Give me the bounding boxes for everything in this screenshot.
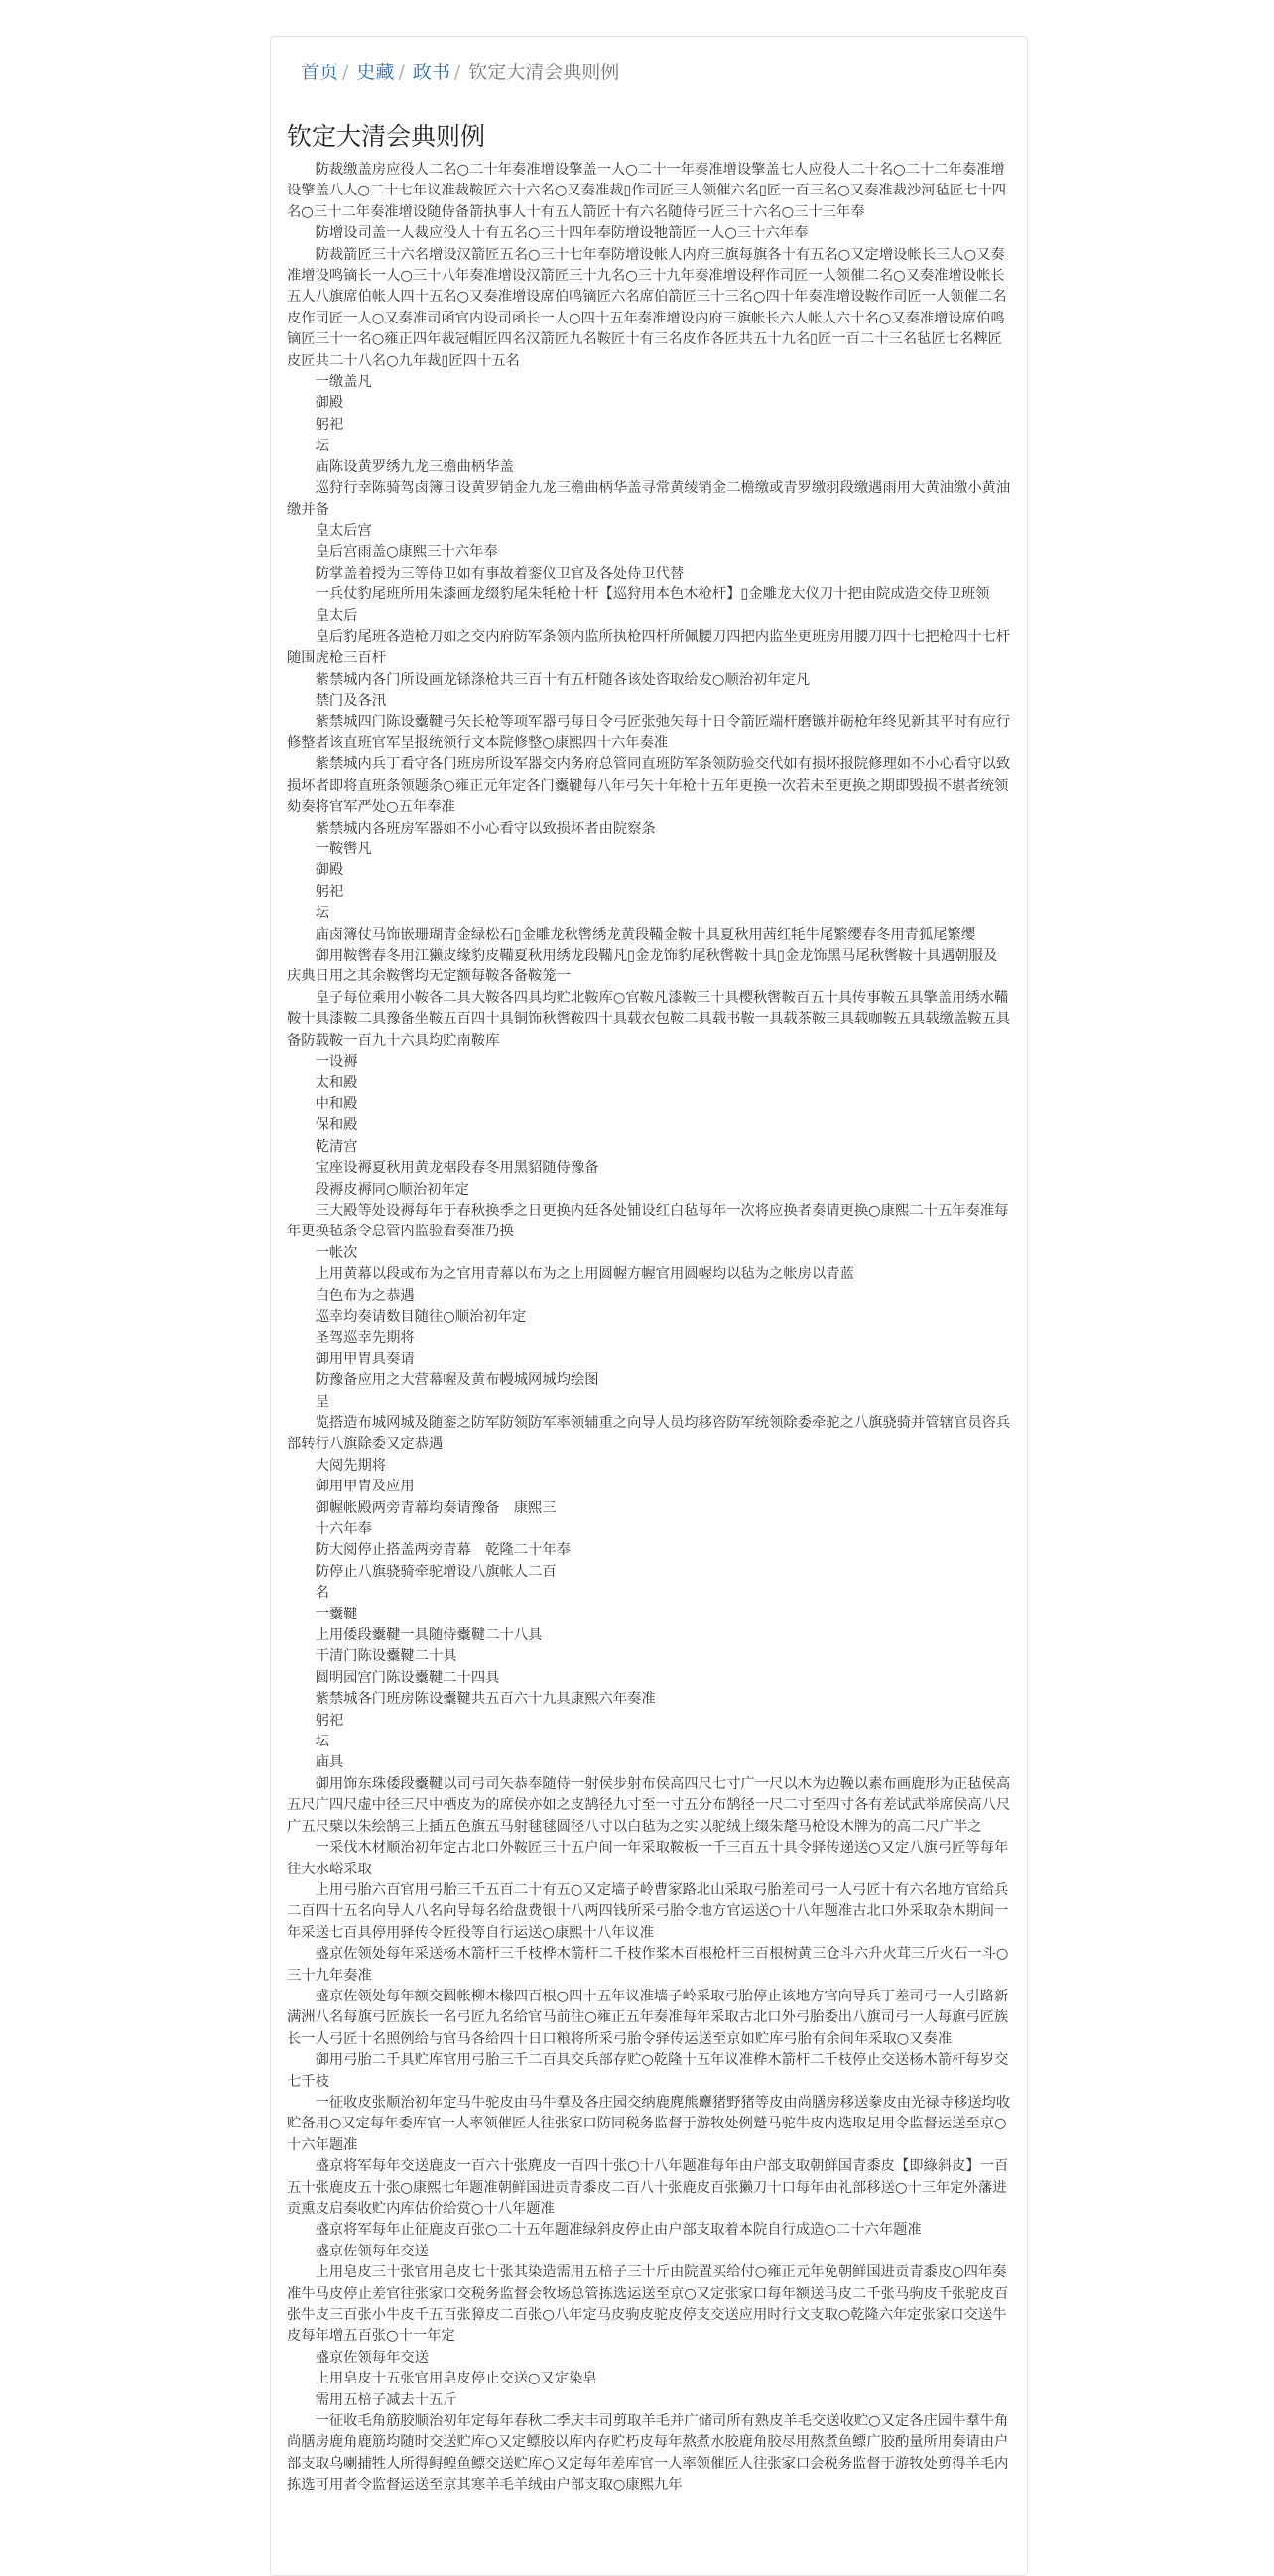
article-paragraph: 十六年奉 xyxy=(315,1521,372,1537)
article-paragraph: 御殿 xyxy=(315,862,344,879)
article-paragraph: 上用皂皮十五张官用皂皮停止交送○又定染皂 xyxy=(315,2371,597,2387)
article-paragraph: 一设褥 xyxy=(315,1054,358,1071)
article-paragraph: 一兵仗豹尾班所用朱漆画龙缀豹尾朱牦枪十杆【巡狩用本色木枪杆】▯金雕龙大仪刀十把由院成造交侍卫班领 xyxy=(315,586,990,603)
article-paragraph: 一缴盖凡 xyxy=(315,374,372,391)
article-paragraph: 御用甲胄具奏请 xyxy=(315,1351,415,1367)
breadcrumb-current: 钦定大清会典则例 xyxy=(468,62,620,83)
article-paragraph: 皇后豹尾班各造枪刀如之交内府防军条领内监所执枪四杆所佩腰刀四把内监坐更班房用腰刀四十七把枪四十七杆随围虎枪三百杆 xyxy=(287,628,1011,667)
article-paragraph: 庙卤簿仗马饰嵌珊瑚青金绿松石▯金雕龙秋辔绣龙黄段鞴金鞍十具夏秋用茜红牦牛尾繁缨春冬用青狐尾繁缨 xyxy=(315,926,976,943)
article-paragraph: 紫禁城四门陈设櫜鞬弓矢长枪等项军器弓每日令弓匠张弛矢每十日令箭匠端杆磨镞并砺枪年终见新其平时有应行修整者该直班官军呈报统领行文本院修整○康熙四十六年奏准 xyxy=(287,713,1011,751)
article-paragraph: 坛 xyxy=(315,1734,329,1750)
article-paragraph: 躬祀 xyxy=(315,883,344,900)
article-paragraph: 庙陈设黄罗绣九龙三檐曲柄华盖 xyxy=(315,458,514,475)
article-paragraph: 白色布为之恭遇 xyxy=(315,1287,415,1304)
breadcrumb xyxy=(287,55,1011,98)
article-paragraph: 一櫜鞬 xyxy=(315,1606,358,1622)
article-paragraph: 宝座设褥夏秋用黄龙椐段春冬用黑貂随侍豫备 xyxy=(315,1160,599,1177)
article-body xyxy=(287,160,1011,2497)
article-paragraph: 盛京佐领处每年额交圆帐柳木椽四百根○四十五年议准墙子岭采取弓胎停止该地方官向导兵丁差司弓一人引路新满洲八名每旗弓匠族长一名弓匠九名给官马前往○雍正五年奏准每年采取古北口外弓胎委出八旗司弓一人每旗弓匠族长一人弓匠十名照例给与官马各给四十日口粮将所采弓胎令驿传运送至京如贮库弓胎有余间年采取○又奏准 xyxy=(287,1988,1009,2047)
article-paragraph: 坛 xyxy=(315,905,329,922)
article-paragraph: 庙具 xyxy=(315,1754,344,1771)
breadcrumb-separator: / xyxy=(453,62,461,83)
article-paragraph: 御用甲胄及应用 xyxy=(315,1479,415,1495)
breadcrumb-category-link[interactable]: 政书 xyxy=(412,62,450,83)
article-paragraph: 防增设司盖一人裁应役人十有五名○三十四年奉防增设牠箭匠一人○三十六年奉 xyxy=(315,225,809,242)
article-paragraph: 呈 xyxy=(315,1393,329,1410)
article-paragraph: 防裁缴盖房应役人二名○二十年奏准增设擎盖一人○二十一年奏准增设擎盖七人应役人二十名○二十二年奏准增设擎盖八人○二十七年议准裁鞍匠六十六名○又奏准裁▯作司匠三人领催六名▯匠一百三名○又奏准裁沙河毡匠七十四名○三十二年奏准增设随侍备箭执事人十有五人箭匠十有六名随侍弓匠三十六名○三十三年奉 xyxy=(287,162,1007,220)
breadcrumb-separator: / xyxy=(398,62,405,83)
article-paragraph: 保和殿 xyxy=(315,1117,358,1134)
article-paragraph: 御用鞍辔春冬用江獭皮缘豹皮鞴夏秋用绣龙段鞴凡▯金龙饰豹尾秋辔鞍十具▯金龙饰黑马尾秋辔鞍十具遇朝服及庆典日用之其余鞍辔均无定额每鞍各备鞍笼一 xyxy=(287,948,998,985)
article-paragraph: 御用饰东珠倭段櫜鞬以司弓司矢恭奉随侍一射侯步射布侯高四尺七寸广一尺以木为边鞔以素布画鹿形为正毡侯高五尺广四尺虚中径三尺中栖皮为的席侯亦如之皮鹄径九寸至一寸五分布鹄径一尺二寸至四寸各有差试武举席侯高八尺广五尺檗以朱绘鹄三上插五色旗五马射毬毬圆径八寸以白毡为之实以驼绒上缀朱氂马枪设木牌为的高二尺广半之 xyxy=(287,1775,1011,1835)
article-paragraph: 巡狩行幸陈骑驾卤簿日设黄罗销金九龙三檐曲柄华盖寻常黄绫销金二檐缴或青罗缴羽段缴遇雨用大黄油缴小黄油缴并备 xyxy=(287,480,1011,518)
article-paragraph: 禁门及各汛 xyxy=(315,693,387,709)
article-paragraph: 需用五棓子减去十五斤 xyxy=(315,2391,457,2408)
article-paragraph: 躬祀 xyxy=(315,416,344,433)
article-paragraph: 圆明园宫门陈设櫜鞬二十四具 xyxy=(315,1669,500,1686)
page-panel xyxy=(270,36,1028,2576)
article-paragraph: 名 xyxy=(315,1585,329,1602)
article-paragraph: 大阅先期将 xyxy=(315,1457,387,1474)
article-paragraph: 皇太后宫 xyxy=(315,522,372,539)
breadcrumb-separator: / xyxy=(342,62,349,83)
article-paragraph: 御用弓胎二千具贮库官用弓胎三千二百具交兵部存贮○乾隆十五年议准桦木箭杆二千枝停止交送杨木箭杆每岁交七千枝 xyxy=(287,2052,1009,2090)
article-paragraph: 一征收毛角筋胶顺治初年定每年春秋二季庆丰司剪取羊毛并广储司所有熟皮羊毛交送收贮○又定各庄园牛羣牛角尚膳房鹿角鹿筋均随时交送贮库○又定鳔胶以库内存贮朽皮每年熬煮水胶鹿角胶尽用熬煮鱼鳔广胶酌量所用奏请由户部支取乌喇捕牲人所得鲟鳇鱼鳔交送贮库○又定每年差库官一人率领催匠人往张家口会税务监督于游牧处剪得羊毛内拣选可用者令监督运送至京其寒羊毛羊绒由户部支取○康熙九年 xyxy=(287,2413,1009,2494)
article-paragraph: 盛京佐领每年交送 xyxy=(315,2243,429,2259)
breadcrumb-collection-link[interactable]: 史藏 xyxy=(356,62,395,83)
article-paragraph: 一采伐木材顺治初年定古北口外鞍匠三十五户间一年采取鞍板一千三百五十具令驿传递送○又定八旗弓匠等每年往大水峪采取 xyxy=(287,1840,1009,1877)
article-paragraph: 防豫备应用之大营幕幄及黄布幔城网城均绘图 xyxy=(315,1372,599,1389)
article-paragraph: 紫禁城内各班房军器如不小心看守以致损坏者由院察条 xyxy=(315,820,656,837)
article-paragraph: 乾清宫 xyxy=(315,1138,358,1155)
article-paragraph: 三大殿等处设褥每年于春秋换季之日更换内廷各处铺设红白毡每年一次将应换者奏请更换○康熙二十五年奏准每年更换毡条令总管内监验看奏准乃换 xyxy=(287,1202,1009,1240)
article-paragraph: 防大阅停止搭盖两旁青幕 乾隆二十年奉 xyxy=(315,1542,571,1559)
article-paragraph: 中和殿 xyxy=(315,1095,358,1112)
article-paragraph: 段褥皮褥同○顺治初年定 xyxy=(315,1181,470,1198)
article-paragraph: 防掌盖着授为三等侍卫如有事故着銮仪卫官及各处侍卫代替 xyxy=(315,565,685,581)
article-paragraph: 圣驾巡幸先期将 xyxy=(315,1330,415,1347)
article-paragraph: 太和殿 xyxy=(315,1075,358,1092)
article-paragraph: 巡幸均奏请数目随往○顺治初年定 xyxy=(315,1308,527,1325)
article-paragraph: 坛 xyxy=(315,438,329,454)
article-paragraph: 览搭造布城网城及随銮之防军防领防军率领辅重之向导人员均移咨防军统领除委牵驼之八旗骁骑并管辖官员咨兵部转行八旗除委又定恭遇 xyxy=(287,1414,1011,1453)
article-paragraph: 紫禁城内各门所设画龙铩涤枪共三百十有五杆随各该处咨取给发○顺治初年定凡 xyxy=(315,671,811,688)
article-paragraph: 盛京佐领处每年采送杨木箭杆三千枝桦木箭杆二千枝作桨木百根枪杆三百根树黄三仓斗六升火茸三斤火石一斗○三十九年奏准 xyxy=(287,1946,1009,1984)
article-paragraph: 上用皂皮三十张官用皂皮七十张其染造需用五棓子三十斤由院置买给付○雍正元年免朝鲜国进贡青黍皮○四年奏准牛马皮停止差官往张家口交税务监督会牧场总管拣选运送至京○又定张家口每年额送马皮二千张马驹皮千张驼皮百张牛皮三百张小牛皮千五百张獐皮二百张○八年定马皮驹皮驼皮停支交送应用时行文支取○乾隆六年定张家口交送牛皮每年增五百张○十一年定 xyxy=(287,2264,1009,2345)
article-paragraph: 躬祀 xyxy=(315,1712,344,1729)
article-paragraph: 皇后宫雨盖○康熙三十六年奉 xyxy=(315,544,498,561)
article-paragraph: 盛京佐领每年交送 xyxy=(315,2349,429,2366)
article-paragraph: 御幄帐殿两旁青幕均奏请豫备 康熙三 xyxy=(315,1499,557,1516)
article-paragraph: 一征收皮张顺治初年定马牛驼皮由马牛羣及各庄园交纳鹿麂熊麞猪野猪等皮由尚膳房移送豢皮由光禄寺移送均收贮备用○又定每年委库官一人率领催匠人往张家口防同税务监督于游牧处例蹵马驼牛皮内选取足用令监督运送至京○十六年题准 xyxy=(287,2094,1011,2153)
article-paragraph: 皇子每位乘用小鞍各二具大鞍各四具均贮北鞍库○官鞍凡漆鞍三十具樱秋辔鞍百五十具传事鞍五具擎盖用绣水鞴鞍十具漆鞍二具豫备坐鞍五百四十具铜饰秋辔鞍四十具载衣包鞍二具载书鞍一具载茶鞍三具载咖鞍五具载缴盖鞍五具备防载鞍一百九十六具均贮南鞍库 xyxy=(287,989,1011,1049)
article-paragraph: 上用弓胎六百官用弓胎三千五百二十有五○又定墙子岭曹家路北山采取弓胎差司弓一人弓匠十有六名地方官给兵二百四十五名向导人八名向导每名给盘费银十八两四钱所采弓胎令地方官运送○十八年题准古北口外采取杂木期间一年采送七百具停用驿传令匠役等自行运送○康熙十八年议准 xyxy=(287,1881,1009,1941)
article-paragraph: 御殿 xyxy=(315,395,344,412)
page-title: 钦定大清会典则例 xyxy=(287,122,486,151)
article-paragraph: 防裁箭匠三十六名增设汉箭匠五名○三十七年奉防增设帐人内府三旗每旗各十有五名○又定增设帐长三人○又奏准增设鸣镝长一人○三十八年奏准增设汉箭匠三十九名○三十九年奏准增设秤作司匠一人领催二名○又奏准增设帐长五人八旗席伯帐人四十五名○又奏准增设席伯鸣镝匠六名席伯箭匠三十三名○四十年奏准增设鞍作司匠一人领催二名皮作司匠一人○又奏准司函官内设司函长一人○四十五年奏准增设内府三旗帐长六人帐人六十名○又奏准增设席伯鸣镝匠三十一名○雍正四年裁冠帽匠四名汉箭匠九名鞍匠十有三名皮作各匠共五十九名▯匠一百二十三名毡匠七名粺匠皮匠共二十八名○九年裁▯匠四十五名 xyxy=(287,246,1007,369)
article-paragraph: 盛京将军每年交送鹿皮一百六十张麂皮一百四十张○十八年题准每年由户部支取朝鲜国青黍皮【即綠斜皮】一百五十张鹿皮五十张○康熙七年题准朝鲜国进贡青黍皮二百八十张鹿皮百张獭刀十口每年由礼部移送○十三年定外藩进贡熏皮启奏收贮内库估价给赏○十八年题准 xyxy=(287,2158,1009,2217)
article-paragraph: 紫禁城内兵丁看守各门班房所设军器交内务府总管同直班防军条领防验交代如有损坏报院修理如不小心看守以致损坏者即将直班条领题条○雍正元年定各门櫜鞬每八年弓矢十年枪十五年更换一次若未至更换之期即毁损不堪者统领劾奏将官军严处○五年奉准 xyxy=(287,756,1011,816)
article-paragraph: 盛京将军每年止征鹿皮百张○二十五年题准绿斜皮停止由户部支取着本院自行成造○二十六年题准 xyxy=(315,2222,922,2239)
article-paragraph: 一帐次 xyxy=(315,1244,358,1261)
article-paragraph: 防停止八旗骁骑牵驼增设八旗帐人二百 xyxy=(315,1563,557,1580)
article-paragraph: 一鞍辔凡 xyxy=(315,841,372,857)
article-paragraph: 皇太后 xyxy=(315,607,358,624)
article-paragraph: 紫禁城各门班房陈设櫜鞬共五百六十九具康熙六年奏准 xyxy=(315,1691,656,1708)
breadcrumb-home-link[interactable]: 首页 xyxy=(301,62,339,83)
article-paragraph: 上用黄幕以段或布为之官用青幕以布为之上用圆幄方幄官用圆幄均以毡为之帐房以青蓝 xyxy=(315,1266,854,1283)
article-paragraph: 上用倭段櫜鞬一具随侍櫜鞬二十八具 xyxy=(315,1627,543,1644)
article-paragraph: 干清门陈设櫜鞬二十具 xyxy=(315,1648,457,1665)
